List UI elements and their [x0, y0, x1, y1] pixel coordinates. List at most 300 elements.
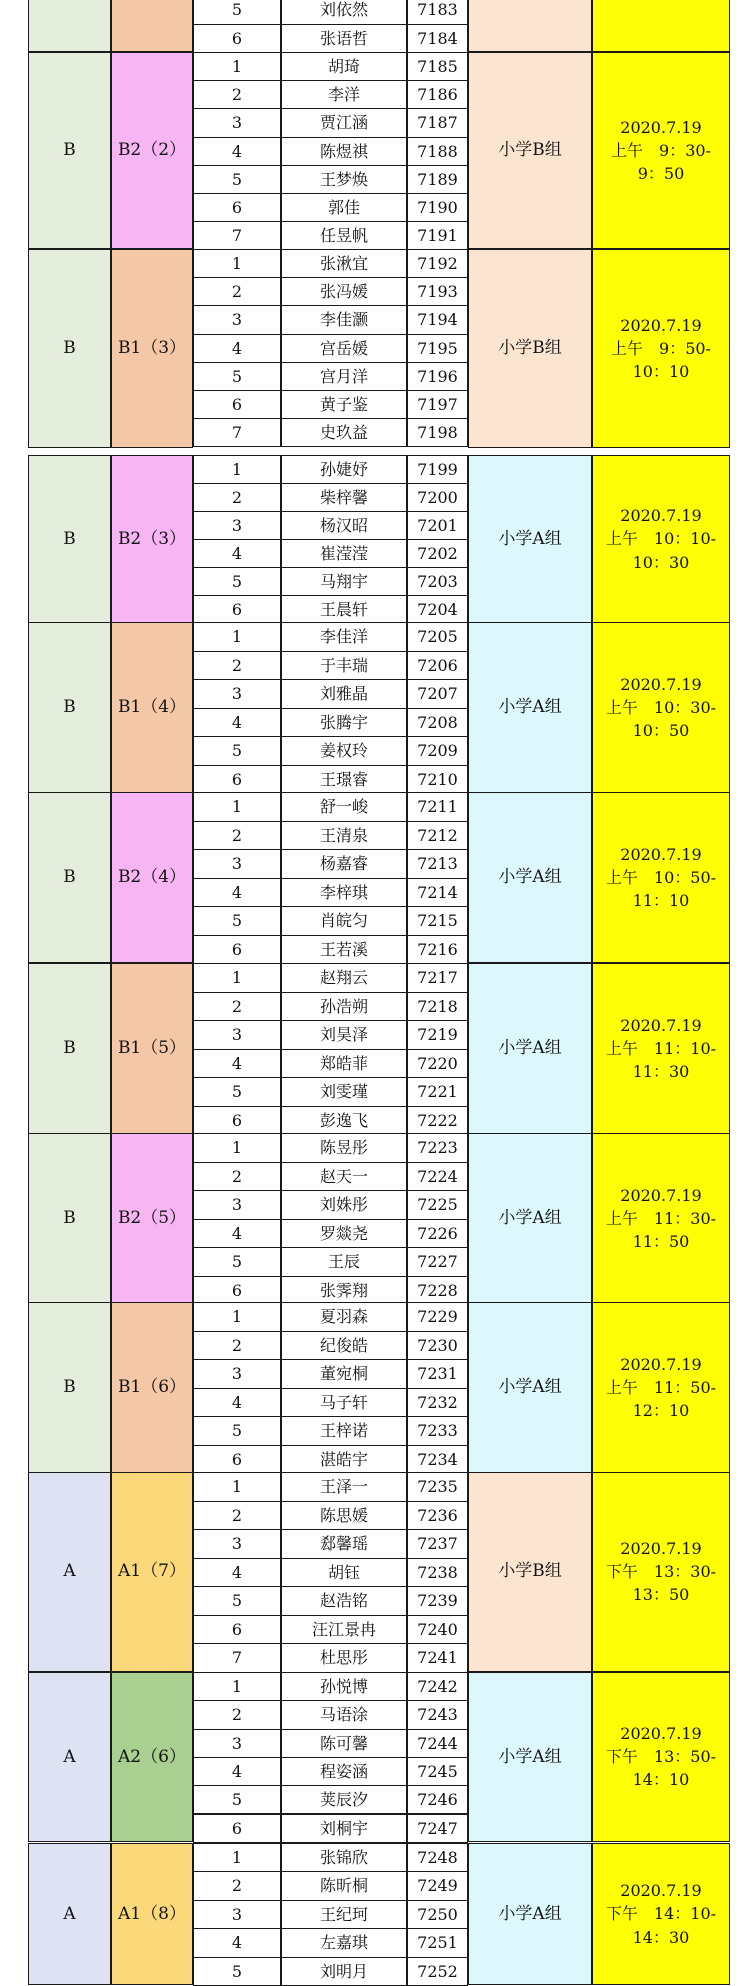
exam-number: [407, 511, 468, 540]
student-name-value: 张霁翔: [319, 1280, 368, 1300]
exam-number: [407, 221, 468, 250]
time-text: [606, 1353, 716, 1423]
row-index-value: 1: [231, 254, 243, 273]
level-label: 小学A组: [498, 1377, 562, 1398]
exam-number: [407, 992, 468, 1022]
exam-number: [407, 792, 468, 822]
row-index-value: 5: [231, 1961, 243, 1981]
time-text: [606, 1184, 716, 1254]
row-index-value: 5: [231, 1591, 243, 1611]
level-label: 小学A组: [498, 1746, 562, 1767]
row-index-value: 7: [231, 226, 243, 246]
row-index: [193, 1331, 281, 1361]
row-index-value: 4: [231, 1562, 243, 1582]
student-name-value: 杨嘉睿: [319, 854, 368, 874]
exam-number-value: 7190: [417, 198, 458, 217]
row-index-value: 6: [231, 939, 243, 959]
time-line: 下午 13：50-: [605, 1747, 717, 1767]
row-index-value: 1: [231, 1307, 243, 1327]
student-name: [281, 1247, 407, 1277]
student-name: [281, 1615, 407, 1645]
level-label: 小学B组: [498, 140, 562, 161]
student-name: [281, 1133, 407, 1163]
row-index: [193, 1276, 281, 1306]
group-cell: [28, 1472, 111, 1672]
row-index: [193, 1106, 281, 1136]
row-index-value: 6: [231, 198, 243, 217]
time-line: 2020.7.19: [620, 1015, 702, 1035]
group-cell: [28, 1843, 111, 1985]
row-index: [193, 595, 281, 624]
time-cell: [592, 455, 730, 623]
row-index: [193, 935, 281, 965]
row-index-value: 4: [231, 1392, 243, 1412]
exam-number-value: 7225: [417, 1195, 458, 1215]
student-name: [281, 1529, 407, 1559]
page-gap: [0, 448, 750, 455]
student-name-value: 罗燚尧: [319, 1223, 368, 1243]
subgroup-label: B2（3）: [117, 528, 187, 549]
level-cell: [468, 1302, 592, 1473]
group-label: B: [63, 1208, 76, 1229]
row-index-value: 1: [231, 968, 243, 988]
time-text: [606, 1014, 716, 1084]
row-index: [193, 137, 281, 166]
exam-number: [407, 165, 468, 194]
row-index-value: 2: [231, 655, 243, 675]
row-index: [193, 878, 281, 908]
student-name: [281, 52, 407, 81]
row-index: [193, 1957, 281, 1986]
exam-number: [407, 1276, 468, 1306]
level-cell: [468, 622, 592, 793]
exam-number-value: 7246: [417, 1790, 458, 1810]
time-cell: [592, 52, 730, 249]
row-index: [193, 1472, 281, 1502]
student-name-value: 彭逸飞: [319, 1110, 368, 1130]
exam-number: [407, 1020, 468, 1050]
time-line: 2020.7.19: [620, 1538, 702, 1558]
exam-number-value: 7218: [417, 996, 458, 1016]
student-name: [281, 1672, 407, 1701]
time-line: 上午 11：50-: [605, 1377, 717, 1397]
student-name-value: 纪俊皓: [319, 1335, 368, 1355]
student-name-value: 湛皓宇: [319, 1449, 368, 1469]
group-cell: [28, 963, 111, 1134]
student-name: [281, 1388, 407, 1418]
level-cell: [468, 52, 592, 249]
row-index-value: 1: [231, 1138, 243, 1158]
exam-number-value: 7239: [417, 1591, 458, 1611]
exam-number-value: 7240: [417, 1619, 458, 1639]
row-index-value: 4: [231, 141, 243, 161]
student-name: [281, 305, 407, 334]
exam-number-value: 7206: [417, 655, 458, 675]
exam-number: [407, 821, 468, 851]
time-line: 2020.7.19: [620, 1354, 702, 1374]
row-index: [193, 249, 281, 278]
exam-number: [407, 1359, 468, 1389]
student-name: [281, 0, 407, 25]
student-name: [281, 1162, 407, 1192]
level-cell: [468, 455, 592, 623]
row-index-value: 5: [231, 1421, 243, 1441]
exam-number: [407, 1388, 468, 1418]
row-index: [193, 1388, 281, 1418]
group-cell: [28, 249, 111, 448]
level-label: 小学A组: [498, 1208, 562, 1229]
time-cell: [592, 249, 730, 448]
row-index: [193, 1359, 281, 1389]
student-name: [281, 1785, 407, 1814]
row-index: [193, 1445, 281, 1475]
subgroup-label: B2（5）: [117, 1208, 187, 1229]
exam-number: [407, 765, 468, 795]
exam-number: [407, 1615, 468, 1645]
student-name: [281, 1359, 407, 1389]
student-name-value: 张湫宜: [319, 254, 368, 273]
exam-number-value: 7237: [417, 1534, 458, 1554]
student-name: [281, 1928, 407, 1957]
student-name: [281, 249, 407, 278]
time-cell: [592, 792, 730, 963]
exam-number: [407, 1814, 468, 1843]
exam-number: [407, 418, 468, 447]
exam-number: [407, 1106, 468, 1136]
exam-number: [407, 1416, 468, 1446]
exam-number-value: 7232: [417, 1392, 458, 1412]
time-line: 9：50: [637, 164, 685, 184]
student-name: [281, 736, 407, 766]
student-name-value: 黄子鉴: [319, 395, 368, 414]
exam-number: [407, 52, 468, 81]
time-line: 10：50: [632, 721, 690, 741]
student-name-value: 崔滢滢: [319, 543, 368, 563]
group-label: A: [63, 1746, 76, 1767]
exam-number-value: 7242: [417, 1677, 458, 1697]
exam-number-value: 7243: [417, 1705, 458, 1725]
student-name: [281, 334, 407, 363]
exam-number: [407, 567, 468, 596]
time-text: [611, 314, 711, 384]
student-name-value: 陈昕桐: [319, 1876, 368, 1896]
exam-number: [407, 935, 468, 965]
time-line: 2020.7.19: [620, 1724, 702, 1744]
student-name: [281, 539, 407, 568]
row-index: [193, 906, 281, 936]
student-name: [281, 651, 407, 681]
exam-number: [407, 1162, 468, 1192]
student-name-value: 王梓诺: [319, 1421, 368, 1441]
time-cell: [592, 1672, 730, 1842]
student-name-value: 荚辰汐: [319, 1790, 368, 1810]
exam-number: [407, 1558, 468, 1588]
exam-number-value: 7183: [417, 0, 458, 20]
student-name-value: 刘昊泽: [319, 1025, 368, 1045]
student-name: [281, 935, 407, 965]
time-line: 上午 11：30-: [605, 1208, 717, 1228]
student-name-value: 王辰: [327, 1252, 360, 1272]
exam-number-value: 7222: [417, 1110, 458, 1130]
student-name: [281, 193, 407, 222]
subgroup-label: B2（4）: [117, 867, 187, 888]
student-name: [281, 277, 407, 306]
time-line: 10：10: [632, 362, 690, 382]
student-name-value: 李佳洋: [319, 627, 368, 647]
exam-number: [407, 1247, 468, 1277]
exam-number-value: 7215: [417, 911, 458, 931]
student-name-value: 左嘉琪: [319, 1933, 368, 1953]
time-cell: [592, 622, 730, 793]
row-index-value: 5: [231, 741, 243, 761]
exam-number: [407, 1729, 468, 1758]
student-name-value: 陈可馨: [319, 1733, 368, 1753]
student-name-value: 舒一峻: [319, 797, 368, 817]
row-index: [193, 1302, 281, 1332]
time-line: 2020.7.19: [620, 844, 702, 864]
row-index: [193, 1049, 281, 1079]
row-index-value: 6: [231, 1280, 243, 1300]
row-index: [193, 1162, 281, 1192]
exam-number-value: 7213: [417, 854, 458, 874]
time-text: [611, 116, 711, 186]
exam-number: [407, 334, 468, 363]
row-index-value: 4: [231, 1761, 243, 1781]
level-cell: [468, 1472, 592, 1672]
exam-number-value: 7234: [417, 1449, 458, 1469]
student-name: [281, 1700, 407, 1729]
level-label: 小学A组: [498, 1038, 562, 1059]
exam-number: [407, 1871, 468, 1900]
exam-number: [407, 137, 468, 166]
time-text: [606, 1879, 716, 1949]
row-index: [193, 679, 281, 709]
exam-number-value: 7201: [417, 515, 458, 535]
student-name-value: 柴梓馨: [319, 487, 368, 507]
exam-number-value: 7202: [417, 543, 458, 563]
time-line: 11：10: [632, 891, 690, 911]
exam-number-value: 7248: [417, 1848, 458, 1868]
exam-number: [407, 1501, 468, 1531]
exam-number-value: 7229: [417, 1307, 458, 1327]
row-index: [193, 80, 281, 109]
row-index-value: 3: [231, 113, 243, 133]
student-name-value: 王璟睿: [319, 769, 368, 789]
time-cell: [592, 1472, 730, 1672]
exam-number: [407, 1700, 468, 1729]
row-index: [193, 1558, 281, 1588]
group-label: A: [63, 1903, 76, 1924]
student-name-value: 李洋: [327, 85, 360, 105]
group-label: A: [63, 1561, 76, 1582]
group-cell: [28, 0, 111, 52]
student-name: [281, 679, 407, 709]
subgroup-label: B1（4）: [117, 697, 187, 718]
student-name: [281, 595, 407, 624]
student-name-value: 王若溪: [319, 939, 368, 959]
row-index: [193, 1247, 281, 1277]
student-name-value: 董宛桐: [319, 1364, 368, 1384]
student-name-value: 李梓琪: [319, 882, 368, 902]
row-index: [193, 1643, 281, 1673]
level-cell: [468, 963, 592, 1134]
row-index-value: 4: [231, 712, 243, 732]
row-index: [193, 1757, 281, 1786]
row-index-value: 5: [231, 366, 243, 386]
time-line: 11：50: [632, 1232, 690, 1252]
exam-number: [407, 249, 468, 278]
row-index: [193, 1190, 281, 1220]
row-index: [193, 334, 281, 363]
row-index-value: 3: [231, 1195, 243, 1215]
student-name: [281, 1106, 407, 1136]
subgroup-cell: [111, 792, 193, 963]
student-name-value: 杨汉昭: [319, 515, 368, 535]
row-index: [193, 992, 281, 1022]
student-name-value: 孙悦博: [319, 1677, 368, 1697]
row-index: [193, 390, 281, 419]
exam-number: [407, 390, 468, 419]
exam-number-value: 7247: [417, 1818, 458, 1838]
row-index: [193, 1785, 281, 1814]
exam-number-value: 7223: [417, 1138, 458, 1158]
row-index: [193, 277, 281, 306]
student-name-value: 宫月洋: [319, 366, 368, 386]
exam-number: [407, 1672, 468, 1701]
exam-number: [407, 1843, 468, 1872]
exam-number: [407, 80, 468, 109]
row-index-value: 5: [231, 1790, 243, 1810]
student-name: [281, 1814, 407, 1843]
student-name: [281, 1020, 407, 1050]
time-text: [606, 843, 716, 913]
student-name-value: 刘明月: [319, 1961, 368, 1981]
time-line: 2020.7.19: [620, 674, 702, 694]
row-index-value: 7: [231, 423, 243, 443]
row-index: [193, 1729, 281, 1758]
student-name-value: 马子轩: [319, 1392, 368, 1412]
row-index: [193, 1416, 281, 1446]
subgroup-cell: [111, 963, 193, 1134]
time-line: 上午 10：50-: [605, 867, 717, 887]
exam-number: [407, 622, 468, 652]
row-index: [193, 1928, 281, 1957]
student-name-value: 孙浩朔: [319, 996, 368, 1016]
exam-number-value: 7189: [417, 169, 458, 189]
student-name-value: 陈思媛: [319, 1505, 368, 1525]
row-index-value: 6: [231, 1818, 243, 1838]
row-index-value: 2: [231, 1166, 243, 1186]
row-index: [193, 963, 281, 993]
row-index: [193, 792, 281, 822]
row-index: [193, 193, 281, 222]
row-index-value: 2: [231, 825, 243, 845]
student-name: [281, 1643, 407, 1673]
level-label: 小学B组: [498, 338, 562, 359]
row-index: [193, 622, 281, 652]
student-name-value: 任昱帆: [319, 226, 368, 246]
time-line: 上午 11：10-: [605, 1038, 717, 1058]
exam-number: [407, 595, 468, 624]
subgroup-label: B1（5）: [117, 1038, 187, 1059]
student-name: [281, 1219, 407, 1249]
row-index-value: 2: [231, 1876, 243, 1896]
exam-number-value: 7217: [417, 968, 458, 988]
row-index-value: 4: [231, 338, 243, 358]
time-line: 11：30: [632, 1062, 690, 1082]
subgroup-cell: [111, 249, 193, 448]
student-name: [281, 24, 407, 54]
row-index: [193, 455, 281, 484]
subgroup-cell: [111, 455, 193, 623]
exam-number: [407, 1643, 468, 1673]
row-index: [193, 1615, 281, 1645]
group-cell: [28, 622, 111, 793]
exam-number-value: 7252: [417, 1961, 458, 1981]
exam-number: [407, 1445, 468, 1475]
row-index-value: 2: [231, 996, 243, 1016]
time-line: 下午 13：30-: [605, 1562, 717, 1582]
exam-number: [407, 1133, 468, 1163]
exam-number: [407, 1586, 468, 1616]
exam-number: [407, 108, 468, 137]
level-label: 小学B组: [498, 1561, 562, 1582]
exam-number: [407, 193, 468, 222]
row-index-value: 5: [231, 169, 243, 189]
student-name-value: 刘依然: [319, 0, 368, 20]
exam-number: [407, 1757, 468, 1786]
time-line: 上午 10：10-: [605, 529, 717, 549]
exam-number-value: 7186: [417, 85, 458, 105]
student-name: [281, 108, 407, 137]
row-index-value: 4: [231, 882, 243, 902]
row-index: [193, 221, 281, 250]
exam-number: [407, 1302, 468, 1332]
student-name: [281, 849, 407, 879]
exam-number-value: 7235: [417, 1477, 458, 1497]
student-name: [281, 992, 407, 1022]
exam-number-value: 7195: [417, 338, 458, 358]
group-label: B: [63, 140, 76, 161]
exam-number: [407, 1331, 468, 1361]
student-name: [281, 1957, 407, 1986]
exam-number: [407, 305, 468, 334]
exam-number-value: 7212: [417, 825, 458, 845]
row-index-value: 3: [231, 1534, 243, 1554]
exam-number-value: 7250: [417, 1904, 458, 1924]
student-name: [281, 80, 407, 109]
exam-number-value: 7207: [417, 684, 458, 704]
student-name: [281, 1445, 407, 1475]
exam-number-value: 7214: [417, 882, 458, 902]
row-index: [193, 1529, 281, 1559]
exam-number-value: 7238: [417, 1562, 458, 1582]
student-name: [281, 1190, 407, 1220]
exam-number: [407, 1928, 468, 1957]
exam-number: [407, 362, 468, 391]
exam-number-value: 7198: [417, 423, 458, 443]
row-index-value: 6: [231, 769, 243, 789]
subgroup-cell: [111, 1472, 193, 1672]
student-name: [281, 792, 407, 822]
row-index-value: 3: [231, 1025, 243, 1045]
exam-number: [407, 1529, 468, 1559]
row-index: [193, 1586, 281, 1616]
row-index-value: 2: [231, 487, 243, 507]
student-name-value: 孙婕妤: [319, 459, 368, 479]
row-index: [193, 651, 281, 681]
exam-number: [407, 736, 468, 766]
